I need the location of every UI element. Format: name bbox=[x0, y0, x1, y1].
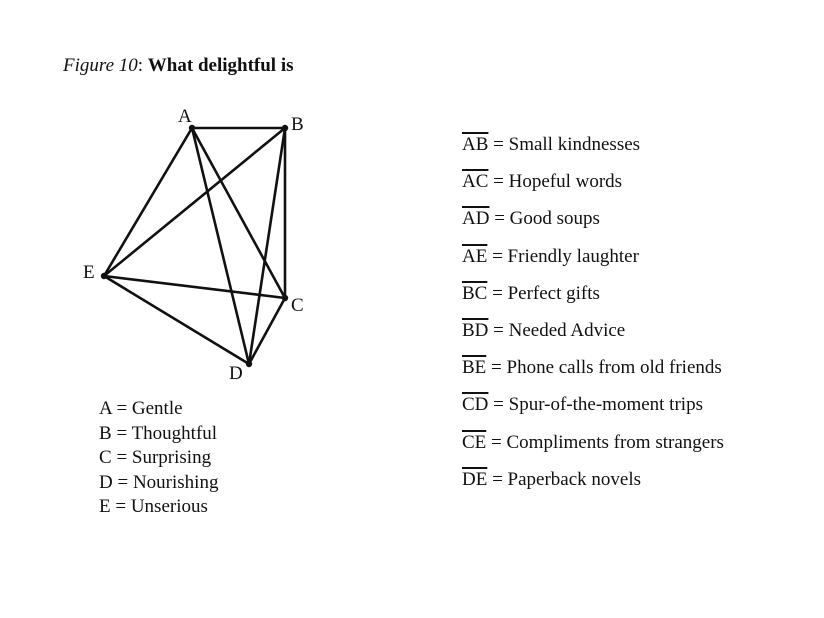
vertex-label-a: A bbox=[178, 106, 192, 127]
equals-sign: = bbox=[488, 171, 509, 193]
equals-sign: = bbox=[489, 208, 510, 230]
vertex-label-d: D bbox=[229, 363, 243, 384]
edge-meaning: Compliments from strangers bbox=[506, 431, 724, 453]
vertex-label-b: B bbox=[291, 114, 304, 135]
caption-separator: : bbox=[137, 55, 148, 76]
equals-sign: = bbox=[112, 471, 133, 493]
equals-sign: = bbox=[488, 134, 509, 155]
vertex-label-e: E bbox=[83, 262, 95, 283]
vertex-key: C bbox=[99, 447, 112, 468]
edge-legend-row bbox=[462, 429, 724, 466]
vertex-meaning: Unserious bbox=[130, 496, 208, 517]
edge-meaning: Hopeful words bbox=[508, 171, 623, 193]
equals-sign: = bbox=[487, 468, 508, 490]
edge-key: $\overline{AC}$ bbox=[462, 171, 489, 193]
edge-meaning: Phone calls from old friends bbox=[506, 357, 722, 379]
edge-key: $\overline{CD}$ bbox=[462, 394, 489, 416]
vertex-legend-row bbox=[99, 471, 218, 496]
edge-meaning: Needed Advice bbox=[508, 319, 626, 341]
equals-sign: = bbox=[486, 357, 507, 379]
equals-sign: = bbox=[111, 398, 132, 419]
vertex-legend-row bbox=[99, 422, 218, 447]
edge-meaning: Spur-of-the-moment trips bbox=[508, 394, 703, 416]
edge-meaning: Paperback novels bbox=[507, 468, 642, 490]
edge-legend-row bbox=[462, 243, 724, 280]
edge-key: $\overline{DE}$ bbox=[462, 468, 488, 490]
edge-be bbox=[104, 128, 285, 276]
vertex-key: E bbox=[99, 496, 111, 517]
figure-title: What delightful is bbox=[147, 55, 294, 76]
vertex-c bbox=[282, 295, 288, 301]
edge-key: $\overline{BE}$ bbox=[462, 357, 487, 379]
equals-sign: = bbox=[486, 431, 507, 453]
vertex-key: B bbox=[99, 422, 112, 444]
edge-meaning: Good soups bbox=[509, 208, 600, 230]
vertex-b bbox=[282, 125, 288, 131]
vertex-meaning: Gentle bbox=[131, 398, 183, 419]
edge-de bbox=[104, 276, 249, 364]
edge-legend bbox=[462, 131, 724, 503]
edge-legend-row bbox=[462, 280, 724, 317]
vertex-legend-row bbox=[99, 397, 218, 422]
vertex-legend-row bbox=[99, 495, 218, 520]
edge-key: $\overline{AE}$ bbox=[462, 245, 488, 267]
equals-sign: = bbox=[488, 319, 509, 341]
edge-key: $\overline{BD}$ bbox=[462, 319, 489, 341]
edge-legend-row bbox=[462, 391, 724, 428]
edge-key: $\overline{BC}$ bbox=[462, 282, 488, 304]
edge-key: $\overline{AD}$ bbox=[462, 208, 490, 230]
edge-legend-row bbox=[462, 466, 724, 503]
vertex-key: D bbox=[99, 471, 113, 493]
vertex-e bbox=[101, 273, 107, 279]
edge-meaning: Friendly laughter bbox=[507, 245, 639, 267]
equals-sign: = bbox=[487, 245, 508, 267]
vertex-meaning: Surprising bbox=[131, 447, 212, 468]
equals-sign: = bbox=[111, 422, 132, 444]
edge-legend-row bbox=[462, 317, 724, 354]
figure-number: Figure 10 bbox=[63, 55, 138, 76]
equals-sign: = bbox=[111, 447, 132, 468]
edge-legend-row bbox=[462, 354, 724, 391]
edge-legend-row bbox=[462, 168, 724, 205]
vertex-label-c: C bbox=[291, 295, 304, 316]
edge-meaning: Perfect gifts bbox=[507, 282, 600, 304]
vertex-key: A bbox=[99, 398, 112, 419]
edge-meaning: Small kindnesses bbox=[508, 134, 641, 155]
vertex-legend-row bbox=[99, 446, 218, 471]
edge-ce bbox=[104, 276, 285, 298]
equals-sign: = bbox=[110, 496, 131, 517]
vertex-d bbox=[246, 361, 252, 367]
equals-sign: = bbox=[488, 394, 509, 416]
edge-ae bbox=[104, 128, 192, 276]
equals-sign: = bbox=[487, 282, 508, 304]
edge-legend-row bbox=[462, 205, 724, 242]
edge-legend-row bbox=[462, 131, 724, 168]
vertex-meaning: Thoughtful bbox=[131, 422, 218, 444]
edge-key: $\overline{CE}$ bbox=[462, 431, 487, 453]
vertex-meaning: Nourishing bbox=[132, 471, 219, 493]
vertex-legend bbox=[99, 397, 218, 520]
edge-key: $\overline{AB}$ bbox=[462, 134, 489, 155]
